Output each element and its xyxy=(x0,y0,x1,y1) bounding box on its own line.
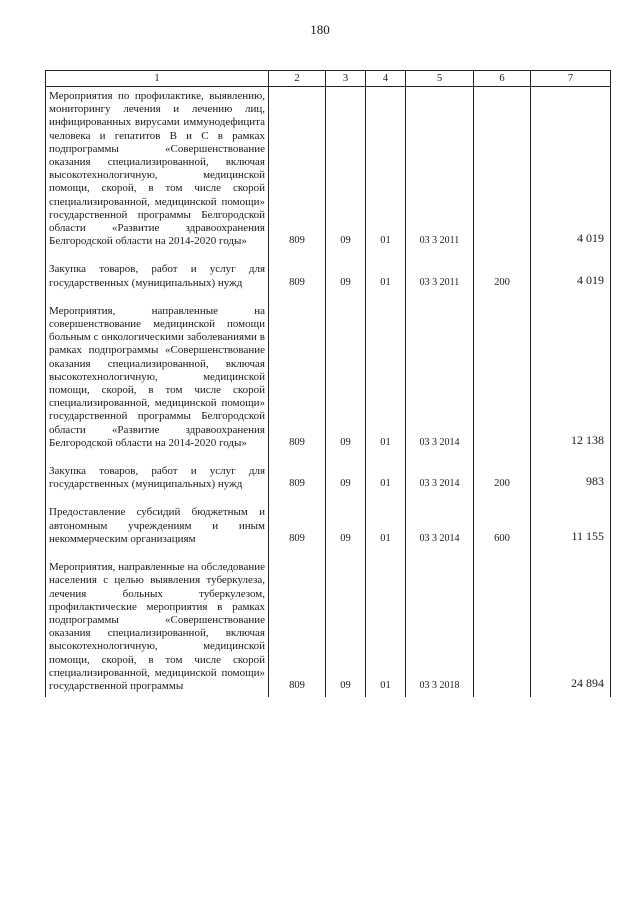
row-col6: 600 xyxy=(474,503,531,550)
row-description: Закупка товаров, работ и услуг для государственных (муниципальных) нужд xyxy=(46,462,269,495)
row-col6: 200 xyxy=(474,462,531,495)
row-spacer xyxy=(46,550,611,558)
row-description: Мероприятия, направленные на совершенствование медицинской помощи больным с онкологическими заболеваниями в рамках подпрограммы «Совершенствование оказания специализированной, включая высокотехнологичную, медицинской помощи, скорой, в том числе скорой специализированной, медицинской помощи» государственной программы Белгородской области «Развитие здравоохранения Белгородской области на 2014-2020 годы» xyxy=(46,302,269,454)
row-col3: 09 xyxy=(326,558,366,697)
row-col3: 09 xyxy=(326,302,366,454)
row-col2: 809 xyxy=(269,260,326,293)
row-col7: 4 019 xyxy=(531,87,611,253)
row-col4: 01 xyxy=(366,462,406,495)
row-description: Предоставление субсидий бюджетным и автономным учреждениям и иным некоммерческим организациям xyxy=(46,503,269,550)
table-row xyxy=(46,462,611,495)
row-spacer xyxy=(46,294,611,302)
row-col7: 4 019 xyxy=(531,260,611,293)
table-row xyxy=(46,302,611,454)
table-row xyxy=(46,87,611,253)
row-col6 xyxy=(474,302,531,454)
row-col3: 09 xyxy=(326,260,366,293)
header-row xyxy=(46,71,611,87)
row-description: Мероприятия по профилактике, выявлению, мониторингу лечения и лечению лиц, инфицированных вирусами иммунодефицита человека и гепатитов В и С в рамках подпрограммы «Совершенствование оказания специализированной, включая высокотехнологичную, медицинской помощи, скорой, в том числе скорой специализированной, медицинской помощи» государственной программы Белгородской области «Развитие здравоохранения Белгородской области на 2014-2020 годы» xyxy=(46,87,269,253)
row-col3: 09 xyxy=(326,503,366,550)
row-col4: 01 xyxy=(366,558,406,697)
row-col5: 03 3 2011 xyxy=(406,260,474,293)
row-col2: 809 xyxy=(269,503,326,550)
row-col3: 09 xyxy=(326,87,366,253)
table-row xyxy=(46,503,611,550)
row-col6 xyxy=(474,87,531,253)
row-col7: 11 155 xyxy=(531,503,611,550)
header-cell: 4 xyxy=(366,71,406,87)
row-col5: 03 3 2014 xyxy=(406,503,474,550)
row-description: Закупка товаров, работ и услуг для государственных (муниципальных) нужд xyxy=(46,260,269,293)
header-cell: 2 xyxy=(269,71,326,87)
row-col3: 09 xyxy=(326,462,366,495)
row-col2: 809 xyxy=(269,558,326,697)
row-col5: 03 3 2014 xyxy=(406,462,474,495)
header-cell: 7 xyxy=(531,71,611,87)
row-col5: 03 3 2014 xyxy=(406,302,474,454)
row-spacer xyxy=(46,252,611,260)
table-row xyxy=(46,558,611,697)
row-col6: 200 xyxy=(474,260,531,293)
table-row xyxy=(46,260,611,293)
row-col2: 809 xyxy=(269,302,326,454)
row-col4: 01 xyxy=(366,260,406,293)
header-cell: 5 xyxy=(406,71,474,87)
row-col6 xyxy=(474,558,531,697)
row-col5: 03 3 2018 xyxy=(406,558,474,697)
page-number: 180 xyxy=(310,22,330,37)
header-cell: 1 xyxy=(46,71,269,87)
row-col4: 01 xyxy=(366,302,406,454)
row-description: Мероприятия, направленные на обследование населения с целью выявления туберкулеза, лечения больных туберкулезом, профилактические мероприятия в рамках подпрограммы «Совершенствование оказания специализированной, включая высокотехнологичную, медицинской помощи, скорой, в том числе скорой специализированной, медицинской помощи» государственной программы xyxy=(46,558,269,697)
header-cell: 3 xyxy=(326,71,366,87)
row-col7: 983 xyxy=(531,462,611,495)
row-spacer xyxy=(46,454,611,462)
row-col2: 809 xyxy=(269,462,326,495)
row-col7: 12 138 xyxy=(531,302,611,454)
row-col5: 03 3 2011 xyxy=(406,87,474,253)
budget-table xyxy=(45,70,611,697)
row-col4: 01 xyxy=(366,87,406,253)
row-col7: 24 894 xyxy=(531,558,611,697)
header-cell: 6 xyxy=(474,71,531,87)
row-col4: 01 xyxy=(366,503,406,550)
row-spacer xyxy=(46,495,611,503)
row-col2: 809 xyxy=(269,87,326,253)
